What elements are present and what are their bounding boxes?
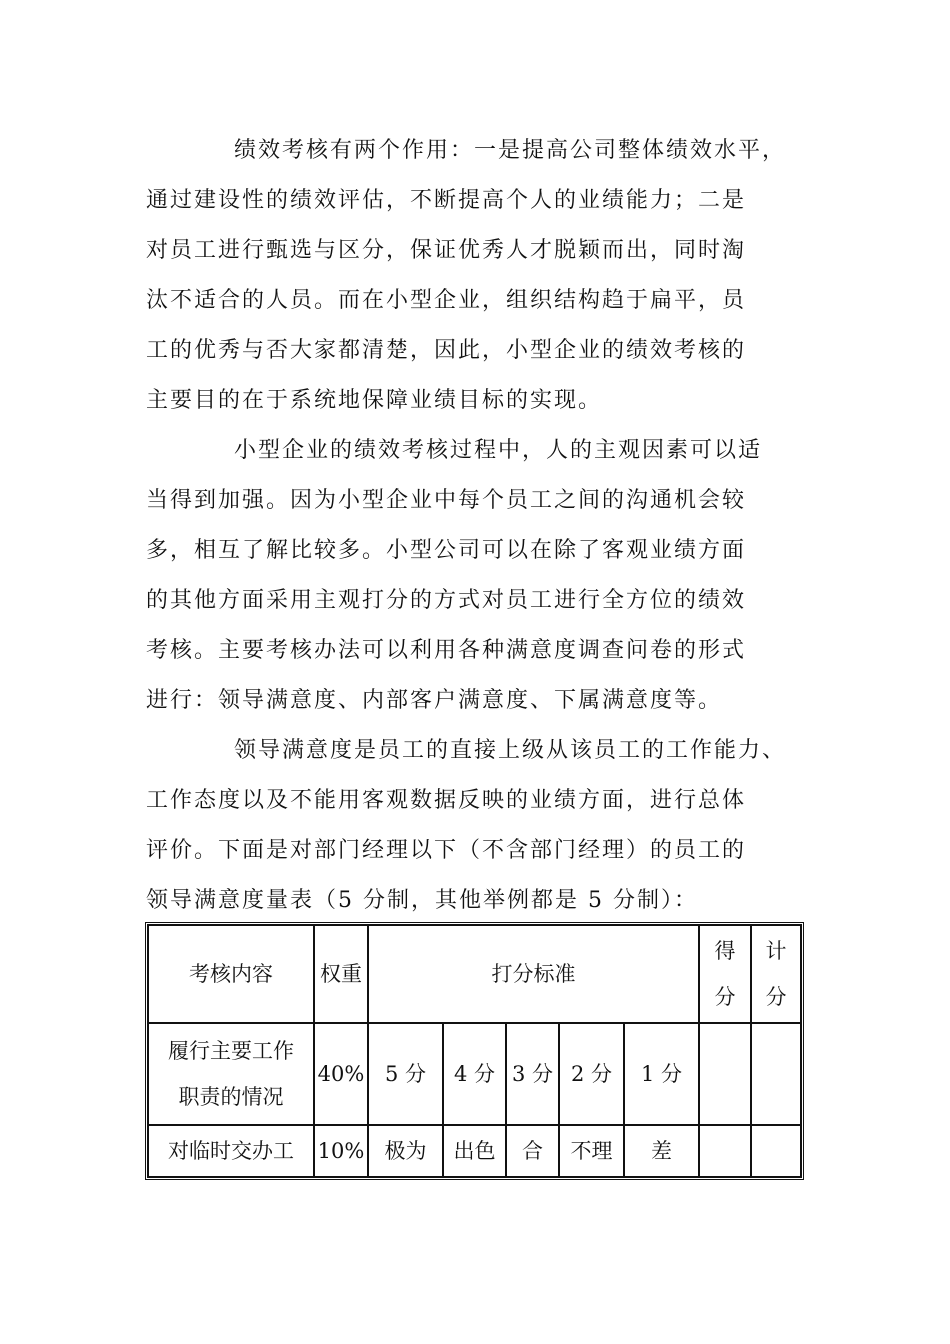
level-cell: 差 xyxy=(624,1125,699,1177)
content-cell: 对临时交办工 xyxy=(148,1125,314,1177)
satisfaction-scale-table xyxy=(145,922,804,1180)
header-criteria-cell: 打分标准 xyxy=(368,925,699,1023)
table-row xyxy=(148,1023,801,1125)
paragraph-line: 评价。下面是对部门经理以下（不含部门经理）的员工的 xyxy=(146,838,747,863)
content-line: 履行主要工作 xyxy=(168,1039,294,1063)
total-cell xyxy=(751,1023,801,1125)
paragraph-line: 小型企业的绩效考核过程中，人的主观因素可以适 xyxy=(234,438,763,463)
paragraph-line: 多，相互了解比较多。小型公司可以在除了客观业绩方面 xyxy=(146,538,747,563)
paragraph-line: 通过建设性的绩效评估，不断提高个人的业绩能力；二是 xyxy=(146,188,747,213)
paragraph-line: 工的优秀与否大家都清楚，因此，小型企业的绩效考核的 xyxy=(146,338,747,363)
level-cell: 5 分 xyxy=(368,1023,443,1125)
paragraph-line: 的其他方面采用主观打分的方式对员工进行全方位的绩效 xyxy=(146,588,747,613)
weight-cell: 10% xyxy=(314,1125,368,1177)
paragraph-line: 领导满意度是员工的直接上级从该员工的工作能力、 xyxy=(234,738,787,763)
level-cell: 1 分 xyxy=(624,1023,699,1125)
paragraph-line: 主要目的在于系统地保障业绩目标的实现。 xyxy=(146,388,603,413)
header-content-cell: 考核内容 xyxy=(148,925,314,1023)
header-total-line: 分 xyxy=(765,985,787,1009)
header-weight-cell: 权重 xyxy=(314,925,368,1023)
weight-cell: 40% xyxy=(314,1023,368,1125)
level-cell: 4 分 xyxy=(443,1023,506,1125)
score-cell xyxy=(699,1125,751,1177)
paragraph-line: 工作态度以及不能用客观数据反映的业绩方面，进行总体 xyxy=(146,788,747,813)
header-score-line: 得 xyxy=(714,939,736,963)
table-header-row xyxy=(148,925,801,1023)
level-cell: 3 分 xyxy=(506,1023,559,1125)
level-cell: 极为 xyxy=(368,1125,443,1177)
level-cell: 不理 xyxy=(559,1125,624,1177)
paragraph-line: 进行：领导满意度、内部客户满意度、下属满意度等。 xyxy=(146,688,723,713)
paragraph-line: 领导满意度量表（5 分制，其他举例都是 5 分制）： xyxy=(146,888,698,913)
level-cell: 出色 xyxy=(443,1125,506,1177)
score-cell xyxy=(699,1023,751,1125)
header-score-cell xyxy=(699,925,751,1023)
paragraph-line: 汰不适合的人员。而在小型企业，组织结构趋于扁平，员 xyxy=(146,288,747,313)
content-line: 职责的情况 xyxy=(178,1085,284,1109)
content-cell xyxy=(148,1023,314,1125)
header-total-cell xyxy=(751,925,801,1023)
paragraph-line: 考核。主要考核办法可以利用各种满意度调查问卷的形式 xyxy=(146,638,747,663)
header-score-line: 分 xyxy=(714,985,736,1009)
table-row xyxy=(148,1125,801,1177)
level-cell: 合 xyxy=(506,1125,559,1177)
total-cell xyxy=(751,1125,801,1177)
paragraph-line: 绩效考核有两个作用：一是提高公司整体绩效水平， xyxy=(234,138,787,163)
paragraph-line: 对员工进行甄选与区分，保证优秀人才脱颖而出，同时淘 xyxy=(146,238,747,263)
paragraph-line: 当得到加强。因为小型企业中每个员工之间的沟通机会较 xyxy=(146,488,747,513)
level-cell: 2 分 xyxy=(559,1023,624,1125)
header-total-line: 计 xyxy=(765,939,787,963)
